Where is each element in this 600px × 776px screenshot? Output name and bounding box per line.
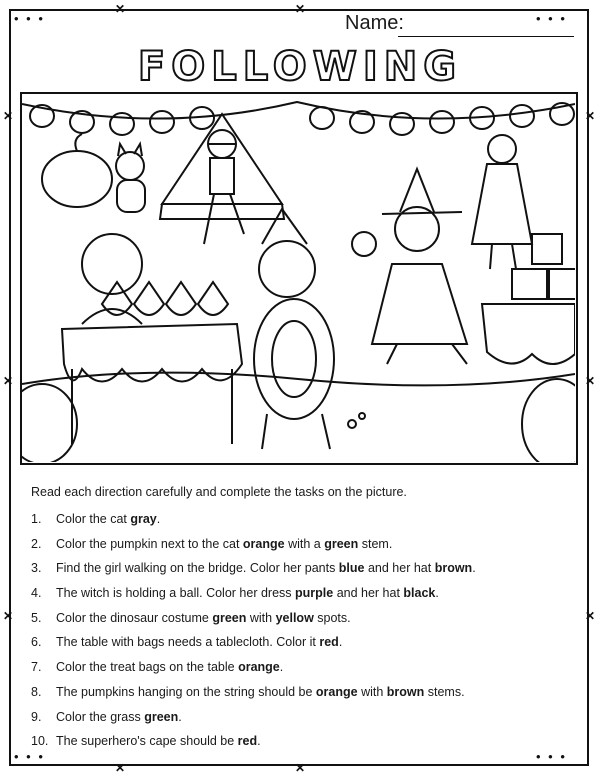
direction-text: [56, 660, 283, 685]
border-cross-mark: ✕: [3, 374, 14, 388]
direction-text-part: The witch is holding a ball. Color her dress: [56, 586, 296, 601]
direction-number: 1.: [31, 512, 42, 526]
border-cross-mark: ✕: [3, 609, 14, 623]
direction-text-part: Color the dinosaur costume: [56, 610, 213, 625]
direction-text-part: spots.: [313, 610, 351, 625]
border-cross-mark: ✕: [115, 761, 126, 775]
direction-text-part: .: [257, 734, 261, 749]
direction-text-part: The table with bags needs a tablecloth. Color it: [56, 635, 320, 650]
direction-number: 6.: [31, 635, 42, 650]
can: [532, 234, 562, 264]
cat: [116, 152, 144, 180]
corner-dots-top-right: • • •: [536, 11, 567, 26]
pumpkin-bottom-right: [522, 379, 575, 462]
direction-text: [56, 537, 392, 562]
direction-text-part: stems.: [424, 684, 465, 699]
pumpkin: [42, 151, 112, 207]
instructions-text: Read each direction carefully and complete the tasks on the picture.: [31, 485, 407, 499]
direction-text-part: .: [178, 709, 182, 724]
pumpkin-bottom-left: [22, 384, 77, 462]
color-keyword: red: [319, 635, 339, 650]
direction-text-part: Color the grass: [56, 709, 145, 724]
direction-item: [31, 734, 586, 759]
direction-number: 3.: [31, 561, 42, 576]
direction-item: [31, 635, 586, 660]
direction-number: 5.: [31, 610, 42, 625]
color-keyword: purple: [295, 586, 334, 601]
side-table: [482, 304, 575, 364]
direction-text-part: .: [338, 635, 343, 650]
direction-text-part: with: [357, 684, 387, 699]
dinosaur-costume: [259, 241, 315, 297]
direction-text: [56, 611, 351, 636]
direction-text: [56, 561, 476, 586]
direction-text-part: .: [156, 512, 161, 526]
direction-text: [56, 685, 465, 710]
direction-number: 7.: [31, 660, 42, 675]
color-keyword: gray: [130, 512, 157, 526]
superhero-cape: [472, 164, 532, 244]
boy: [82, 234, 142, 294]
direction-item: [31, 660, 586, 685]
direction-text: [56, 734, 261, 759]
direction-text: [56, 512, 160, 537]
direction-item: [31, 561, 586, 586]
corner-dots-bottom-right: • • •: [536, 749, 567, 764]
color-keyword: green: [212, 610, 247, 625]
direction-number: 4.: [31, 586, 42, 601]
color-keyword: orange: [315, 684, 358, 699]
direction-number: 8.: [31, 684, 42, 699]
direction-item: [31, 586, 586, 611]
direction-number: 9.: [31, 709, 42, 724]
color-keyword: brown: [386, 684, 425, 699]
direction-text: [56, 586, 439, 611]
directions-list: [31, 512, 586, 759]
direction-text-part: and her hat: [364, 561, 435, 576]
border-cross-mark: ✕: [585, 609, 596, 623]
ground-line: [22, 373, 575, 386]
border-cross-mark: ✕: [295, 761, 306, 775]
direction-text-part: with a: [284, 536, 325, 551]
direction-text-part: stem.: [358, 536, 393, 551]
direction-text-part: Color the pumpkin next to the cat: [56, 536, 243, 551]
color-keyword: brown: [434, 561, 473, 576]
direction-text-part: The pumpkins hanging on the string should be: [56, 684, 316, 699]
direction-text-part: Color the treat bags on the table: [56, 660, 239, 675]
direction-text: [56, 710, 182, 735]
corner-dots-top-left: • • •: [14, 11, 45, 26]
halloween-coloring-picture: [20, 92, 578, 465]
color-keyword: black: [403, 586, 436, 601]
direction-text-part: .: [279, 660, 284, 675]
direction-number: 2.: [31, 536, 42, 551]
color-keyword: yellow: [275, 610, 314, 625]
color-keyword: green: [144, 709, 179, 724]
direction-item: [31, 537, 586, 562]
corner-dots-bottom-left: • • •: [14, 749, 45, 764]
hanging-pumpkin-garland: [30, 103, 574, 135]
direction-item: [31, 611, 586, 636]
name-label: Name:: [345, 12, 404, 34]
direction-text: [56, 635, 342, 660]
color-keyword: blue: [338, 561, 365, 576]
superhero: [488, 135, 516, 163]
border-cross-mark: ✕: [585, 374, 596, 388]
ball: [352, 232, 376, 256]
name-field[interactable]: [398, 36, 574, 37]
page-title: FOLLOWING: [137, 44, 463, 90]
direction-text-part: The superhero's cape should be: [56, 734, 238, 749]
color-keyword: green: [324, 536, 359, 551]
color-keyword: orange: [238, 660, 280, 675]
direction-text-part: .: [435, 586, 439, 601]
direction-item: [31, 512, 586, 537]
border-cross-mark: ✕: [3, 109, 14, 123]
direction-text-part: Color the cat: [56, 512, 131, 526]
direction-text-part: and her hat: [333, 586, 404, 601]
border-cross-mark: ✕: [115, 2, 126, 16]
coloring-illustration: [22, 94, 575, 462]
direction-text-part: .: [472, 561, 476, 576]
border-cross-mark: ✕: [585, 109, 596, 123]
color-keyword: orange: [242, 536, 285, 551]
direction-text-part: Find the girl walking on the bridge. Color her pants: [56, 561, 339, 576]
border-cross-mark: ✕: [295, 2, 306, 16]
direction-number: 10.: [31, 734, 49, 749]
direction-item: [31, 710, 586, 735]
direction-text-part: with: [246, 610, 276, 625]
color-keyword: red: [237, 734, 258, 749]
direction-item: [31, 685, 586, 710]
